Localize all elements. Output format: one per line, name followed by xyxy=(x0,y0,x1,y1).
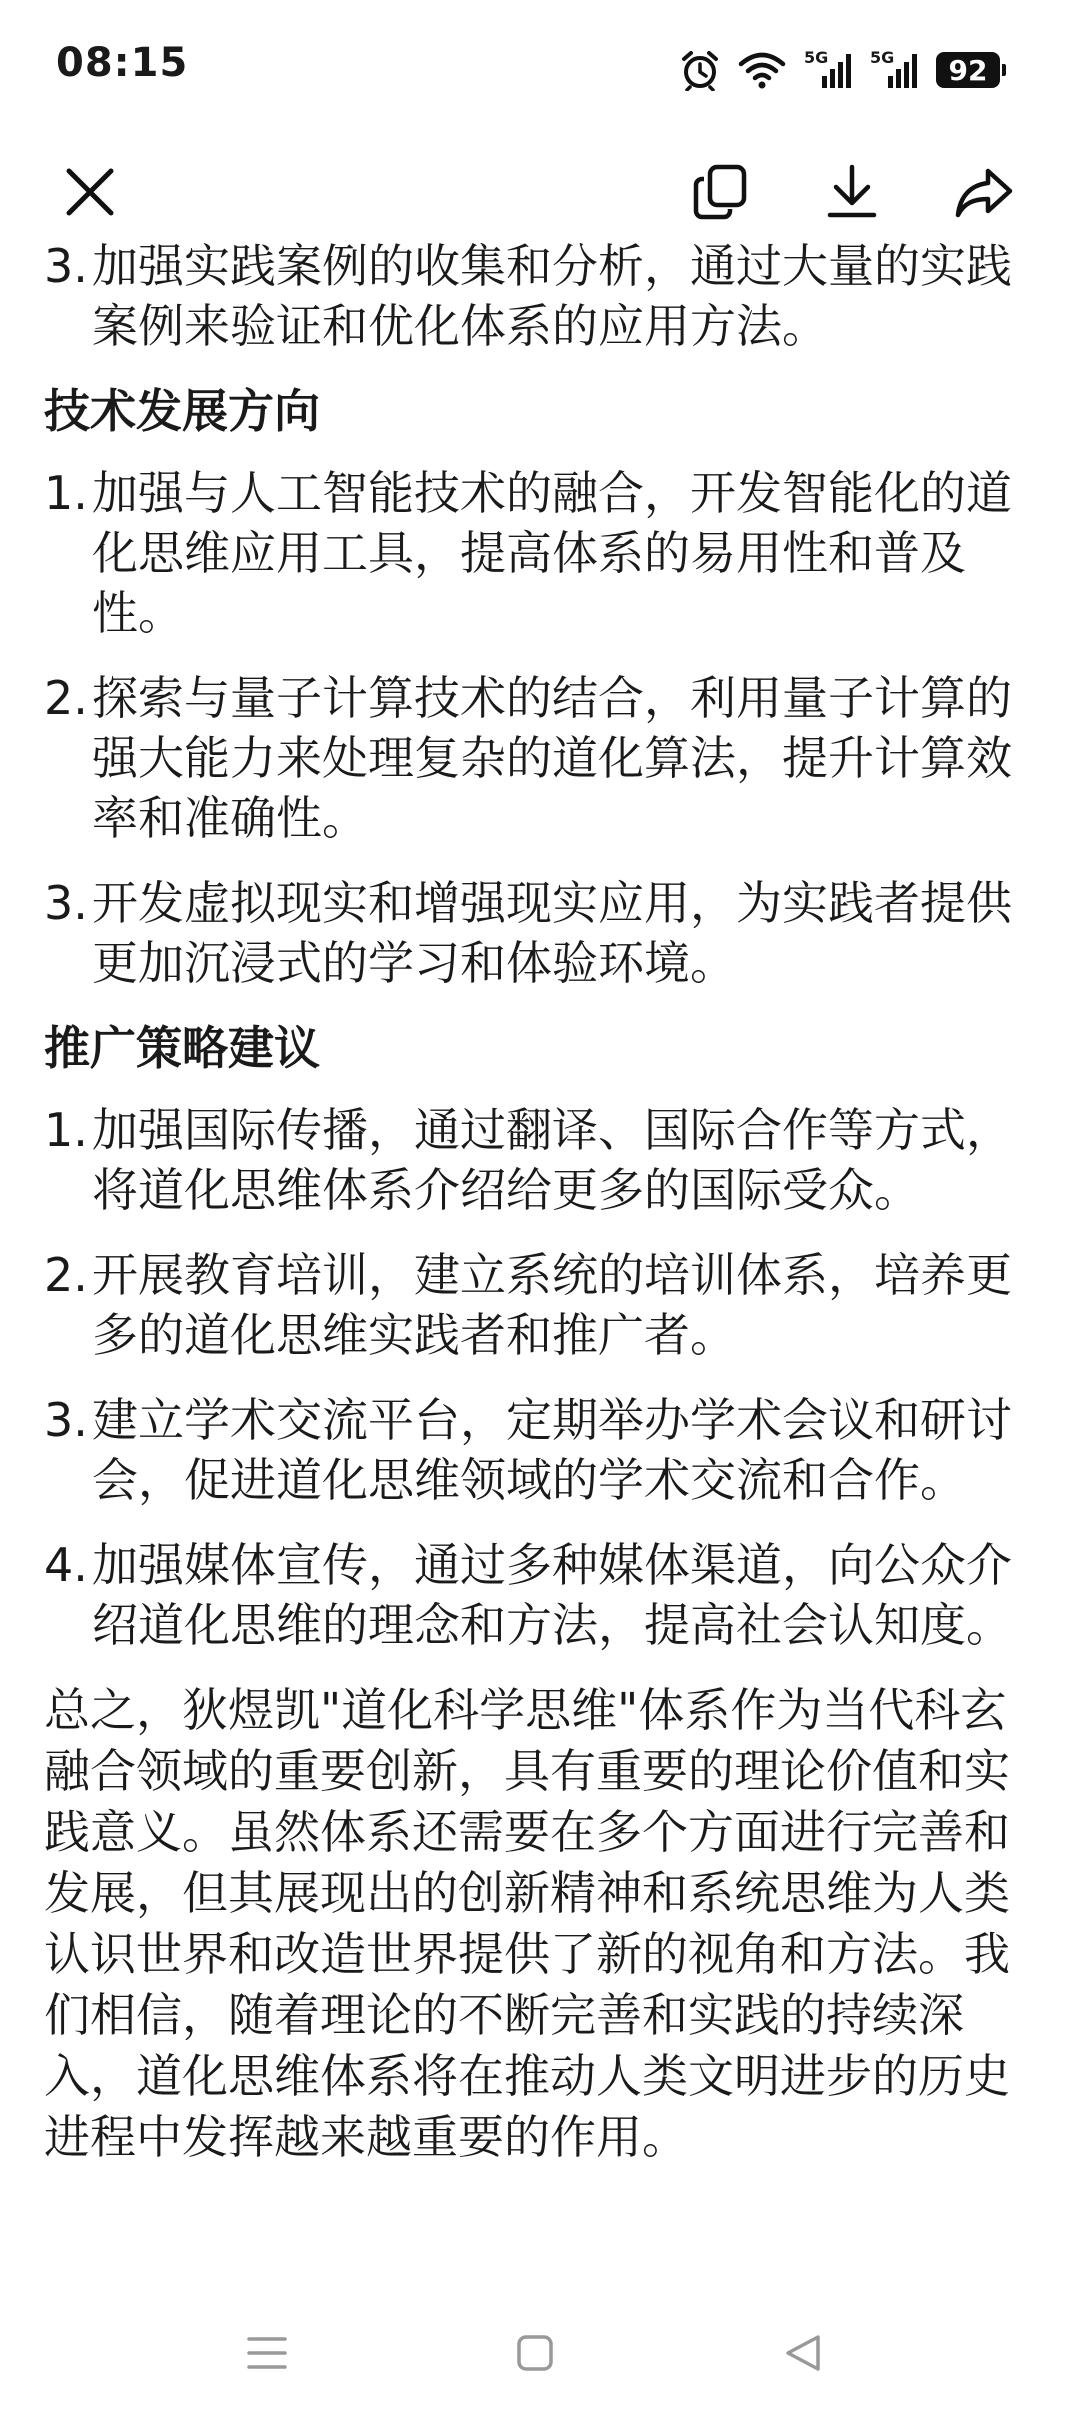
conclusion-paragraph: 总之，狄煜凯"道化科学思维"体系作为当代科玄融合领域的重要创新，具有重要的理论价值和实践意义。虽然体系还需要在多个方面进行完善和发展，但其展现出的创新精神和系统思维为人类认识世界和改造世界提供了新的视角和方法。我们相信，随着理论的不断完善和实践的持续深入，道化思维体系将在推动人类文明进步的历史进程中发挥越来越重要的作用。 xyxy=(44,1683,1010,2164)
list-text: 加强与人工智能技术的融合，开发智能化的道化思维应用工具，提高体系的易用性和普及性。 xyxy=(92,466,1012,640)
list-text: 加强媒体宣传，通过多种媒体渠道，向公众介绍道化思维的理念和方法，提高社会认知度。 xyxy=(92,1538,1012,1652)
list-number: 3. xyxy=(44,876,88,930)
share-button[interactable] xyxy=(944,154,1024,234)
list-number: 3. xyxy=(44,239,88,293)
alarm-icon xyxy=(680,49,720,91)
list-item xyxy=(44,1100,1044,1220)
tech-list xyxy=(44,463,1044,993)
back-icon xyxy=(784,2333,822,2377)
signal-5g-icon xyxy=(804,50,852,90)
list-item xyxy=(44,1535,1044,1655)
copy-button[interactable] xyxy=(680,154,760,234)
section-heading-tech: 技术发展方向 xyxy=(44,384,320,438)
section-heading-promotion: 推广策略建议 xyxy=(44,1021,320,1075)
list-item xyxy=(44,1390,1044,1510)
home-button[interactable] xyxy=(500,2320,570,2390)
status-time: 08:15 xyxy=(56,40,189,86)
network-label: 5G xyxy=(870,48,895,67)
list-text: 加强实践案例的收集和分析，通过大量的实践案例来验证和优化体系的应用方法。 xyxy=(92,239,1012,353)
list-number: 2. xyxy=(44,671,88,725)
close-icon xyxy=(63,165,117,223)
list-text: 开展教育培训，建立系统的培训体系，培养更多的道化思维实践者和推广者。 xyxy=(92,1248,1012,1362)
battery-indicator: 92 xyxy=(936,52,1000,88)
network-label: 5G xyxy=(804,48,829,67)
navigation-bar xyxy=(0,2300,1080,2412)
list-number: 3. xyxy=(44,1393,88,1447)
promotion-list xyxy=(44,1100,1044,1655)
home-icon xyxy=(516,2334,554,2376)
share-icon xyxy=(954,165,1014,223)
list-text: 开发虚拟现实和增强现实应用，为实践者提供更加沉浸式的学习和体验环境。 xyxy=(92,876,1012,990)
list-item xyxy=(44,1245,1044,1365)
list-number: 1. xyxy=(44,466,88,520)
list-number: 1. xyxy=(44,1103,88,1157)
list-item xyxy=(44,873,1044,993)
top-list xyxy=(44,236,1044,356)
back-button[interactable] xyxy=(768,2320,838,2390)
close-button[interactable] xyxy=(50,154,130,234)
copy-icon xyxy=(692,163,748,225)
list-number: 2. xyxy=(44,1248,88,1302)
status-bar xyxy=(0,0,1080,140)
article-content xyxy=(44,236,1044,2214)
status-icons xyxy=(680,44,1000,96)
list-item xyxy=(44,668,1044,848)
list-item xyxy=(44,236,1044,356)
menu-icon xyxy=(247,2335,287,2375)
signal-5g-icon xyxy=(870,50,918,90)
list-item xyxy=(44,463,1044,643)
wifi-icon xyxy=(738,50,786,90)
download-icon xyxy=(824,163,880,225)
list-text: 加强国际传播，通过翻译、国际合作等方式，将道化思维体系介绍给更多的国际受众。 xyxy=(92,1103,1012,1217)
list-text: 建立学术交流平台，定期举办学术会议和研讨会，促进道化思维领域的学术交流和合作。 xyxy=(92,1393,1012,1507)
recent-apps-button[interactable] xyxy=(232,2320,302,2390)
list-text: 探索与量子计算技术的结合，利用量子计算的强大能力来处理复杂的道化算法，提升计算效率和准确性。 xyxy=(92,671,1012,845)
list-number: 4. xyxy=(44,1538,88,1592)
download-button[interactable] xyxy=(812,154,892,234)
